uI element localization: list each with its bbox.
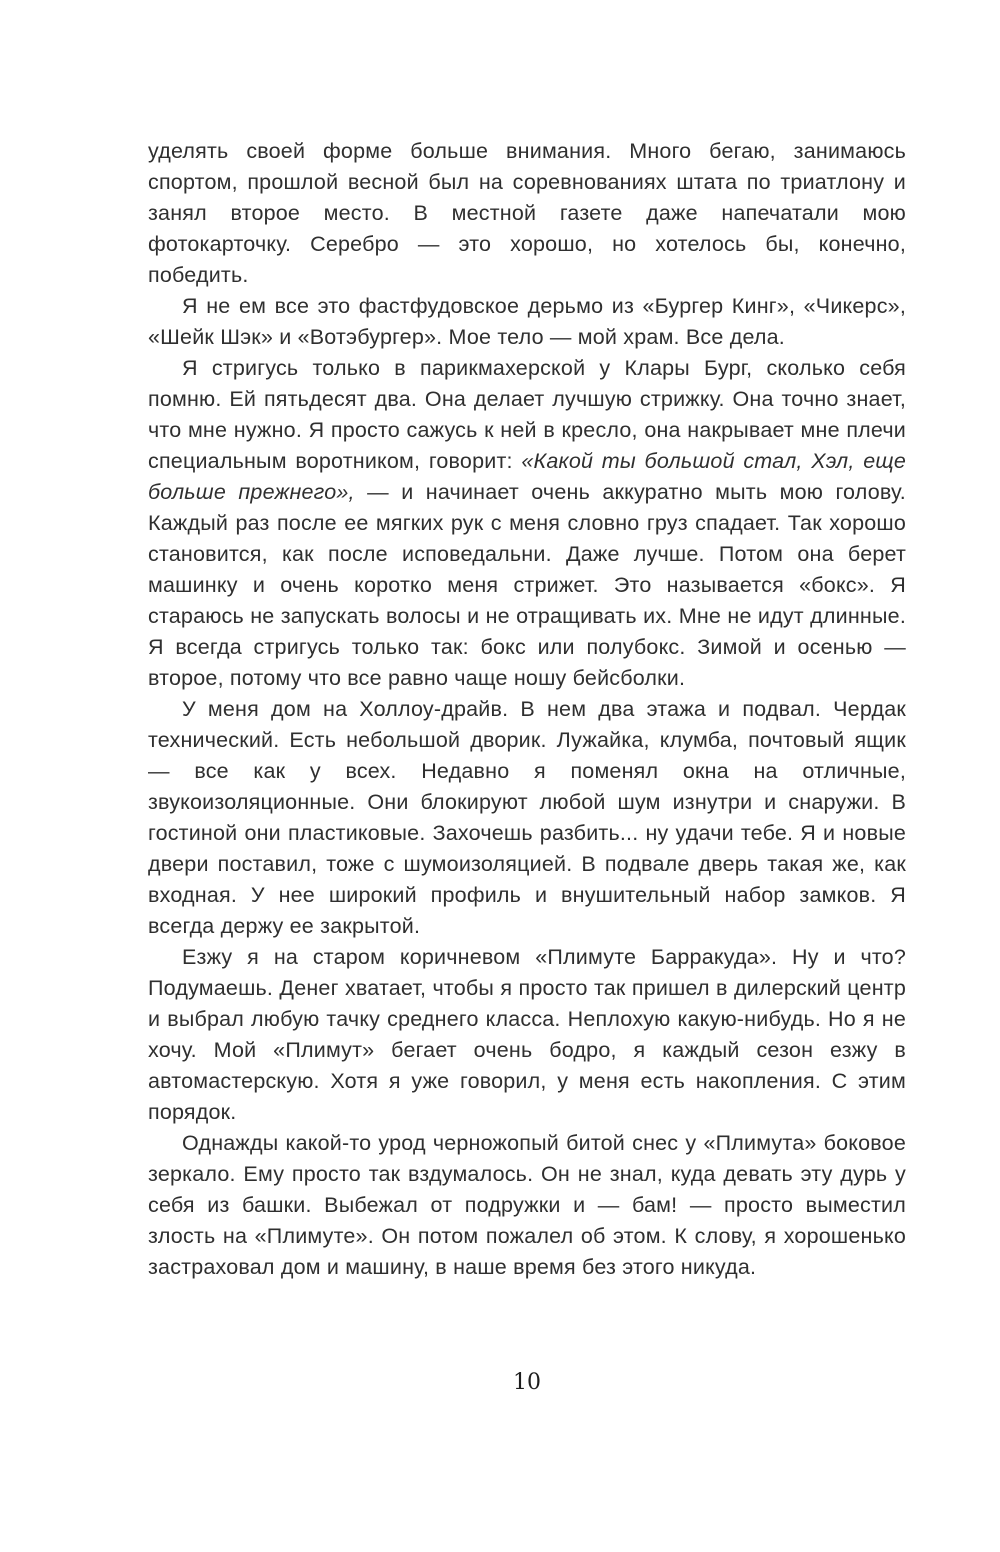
text-run: — и начинает очень аккуратно мыть мою голову. Каждый раз после ее мягких рук с меня словно груз спадает. Так хорошо становится, как после исповедальни. Даже лучше. Потом она берет машинку и очень коротко меня стрижет. Это называется «бокс». Я стараюсь не запускать волосы и не отращивать их. Мне не идут длинные. Я всегда стригусь только так: бокс или полубокс. Зимой и осенью — второе, потому что все равно чаще ношу бейсболки. xyxy=(148,480,906,690)
paragraph xyxy=(148,942,906,1128)
paragraph xyxy=(148,694,906,942)
page-number: 10 xyxy=(513,1370,541,1395)
text-run: Езжу я на старом коричневом «Плимуте Барракуда». Ну и что? Подумаешь. Денег хватает, чтобы я просто так пришел в дилерский центр и выбрал любую тачку среднего класса. Неплохую какую-нибудь. Но я не хочу. Мой «Плимут» бегает очень бодро, я каждый сезон езжу в автомастерскую. Хотя я уже говорил, у меня есть накопления. С этим порядок. xyxy=(148,945,906,1124)
paragraph xyxy=(148,1128,906,1283)
page-text xyxy=(148,136,906,1283)
text-run: уделять своей форме больше внимания. Много бегаю, занимаюсь спортом, прошлой весной был на соревнованиях штата по триатлону и занял второе место. В местной газете даже напечатали мою фотокарточку. Серебро — это хорошо, но хотелось бы, конечно, победить. xyxy=(148,139,906,287)
paragraph xyxy=(148,136,906,291)
italic-text-run: «Какой ты большой стал, Хэл, еще больше прежнего», xyxy=(148,449,907,504)
text-run: Я стригусь только в парикмахерской у Клары Бург, сколько себя помню. Ей пятьдесят два. Она делает лучшую стрижку. Она точно знает, что мне нужно. Я просто сажусь к ней в кресло, она накрывает мне плечи специальным воротником, говорит: xyxy=(148,356,906,473)
paragraph xyxy=(148,353,906,694)
paragraph xyxy=(148,291,906,353)
text-run: Однажды какой-то урод черножопый битой снес у «Плимута» боковое зеркало. Ему просто так вздумалось. Он не знал, куда девать эту дурь у себя из башки. Выбежал от подружки и — бам! — просто выместил злость на «Плимуте». Он потом пожалел об этом. К слову, я хорошенько застраховал дом и машину, в наше время без этого никуда. xyxy=(148,1131,906,1279)
text-run: Я не ем все это фастфудовское дерьмо из «Бургер Кинг», «Чикерс», «Шейк Шэк» и «Вотэбургер». Мое тело — мой храм. Все дела. xyxy=(148,294,906,349)
text-run: У меня дом на Холлоу-драйв. В нем два этажа и подвал. Чердак технический. Есть небольшой дворик. Лужайка, клумба, почтовый ящик — все как у всех. Недавно я поменял окна на отличные, звукоизоляционные. Они блокируют любой шум изнутри и снаружи. В гостиной они пластиковые. Захочешь разбить... ну удачи тебе. Я и новые двери поставил, тоже с шумоизоляцией. В подвале дверь такая же, как входная. У нее широкий профиль и внушительный набор замков. Я всегда держу ее закрытой. xyxy=(148,697,906,938)
